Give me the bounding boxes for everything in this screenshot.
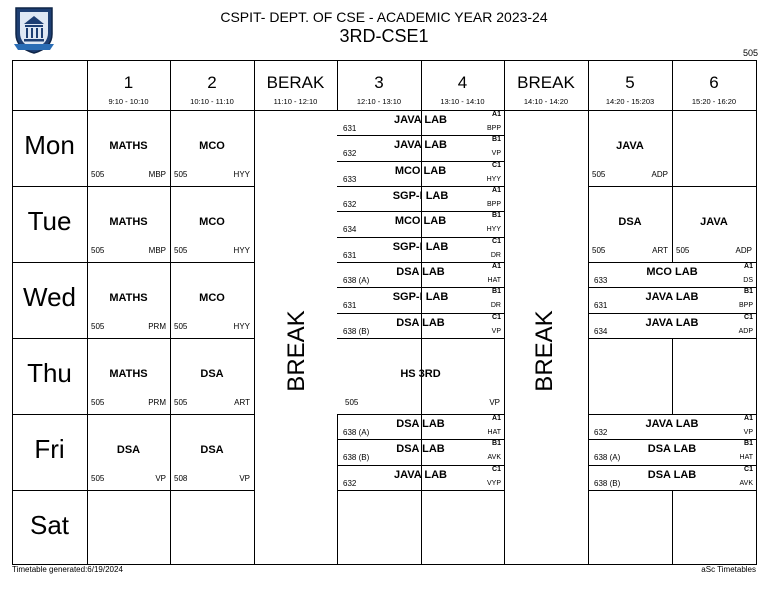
subject-name: DSA	[618, 216, 642, 228]
lab-room: 638 (B)	[343, 453, 370, 463]
lab-room: 632	[343, 149, 357, 159]
lab-group: B1	[492, 212, 501, 220]
lab-room: 632	[343, 478, 357, 488]
period-time: 11:10 - 12:10	[273, 97, 318, 106]
grid-line	[504, 110, 588, 111]
lab-group: B1	[492, 440, 501, 448]
lab-teacher: VP	[743, 429, 753, 436]
subject-name: MCO	[199, 140, 225, 152]
grid-line	[170, 414, 254, 415]
grid-line	[672, 490, 673, 564]
period-time: 14:10 - 14:20	[523, 97, 569, 106]
day-label: Mon	[24, 130, 75, 160]
subject-name: DSA	[200, 444, 224, 456]
grid-line	[12, 186, 87, 187]
day-label: Tue	[27, 206, 72, 236]
cell-teacher: PRM	[148, 322, 166, 331]
lab-room: 632	[594, 428, 608, 437]
lab-group: B1	[744, 440, 753, 448]
cell-room: 505	[174, 398, 188, 407]
period-label: BERAK	[266, 73, 325, 92]
lab-room: 634	[594, 326, 608, 336]
lab-group: B1	[744, 288, 753, 296]
grid-line	[588, 414, 672, 415]
lab-teacher: BPP	[738, 302, 753, 310]
grid-line	[87, 60, 88, 564]
period-time: 9:10 - 10:10	[108, 97, 149, 106]
cell-teacher: VP	[155, 474, 166, 483]
cell-room: 505	[91, 474, 105, 483]
lab-teacher: VYP	[486, 479, 501, 487]
cell-room: 505	[91, 398, 105, 407]
timetable-title: CSPIT- DEPT. OF CSE - ACADEMIC YEAR 2023-24	[220, 9, 548, 25]
lab-group: A1	[492, 111, 501, 118]
grid-line	[12, 564, 757, 565]
lab-group: C1	[492, 161, 501, 169]
lab-teacher: VP	[491, 327, 501, 335]
lab-room: 631	[343, 301, 357, 311]
lab-teacher: AVK	[487, 454, 501, 462]
cell-teacher: MBP	[148, 170, 166, 179]
break-label-2: BREAK	[531, 310, 558, 392]
lab-room: 633	[343, 174, 357, 184]
lab-teacher: ADP	[738, 327, 753, 335]
grid-line	[588, 186, 672, 187]
lab-group: C1	[492, 313, 501, 321]
lab-teacher: VP	[491, 150, 501, 158]
grid-line	[12, 414, 87, 415]
subject-name: DSA	[200, 368, 224, 380]
lab-room: 634	[343, 225, 357, 235]
grid-line	[87, 414, 170, 415]
grid-line	[672, 186, 756, 187]
subject-name: HS 3RD	[400, 368, 441, 380]
period-label: 4	[457, 73, 468, 92]
cell-teacher: HYY	[233, 322, 250, 331]
day-label: Thu	[27, 358, 72, 388]
grid-line	[170, 262, 254, 263]
lab-teacher: HAT	[739, 454, 753, 462]
lab-room: 631	[343, 124, 357, 133]
grid-line	[337, 414, 421, 415]
lab-group: C1	[492, 237, 501, 245]
period-time: 14:20 - 15:203	[605, 97, 655, 106]
cell-room: 505	[91, 246, 105, 255]
subject-name: MATHS	[109, 368, 148, 380]
lab-teacher: DR	[490, 302, 501, 310]
lab-name: SGP-I LAB	[392, 190, 449, 202]
cell-room: 505	[592, 170, 606, 179]
lab-room: 638 (B)	[594, 478, 621, 488]
home-room: 505	[742, 48, 758, 58]
grid-line	[337, 110, 421, 111]
cell-room: 505	[592, 246, 606, 255]
grid-line	[337, 186, 421, 187]
day-label: Fri	[34, 434, 65, 464]
grid-line	[337, 262, 421, 263]
lab-name: DSA LAB	[396, 316, 445, 329]
lab-name: MCO LAB	[394, 164, 447, 177]
grid-line	[170, 60, 171, 564]
period-label: BREAK	[517, 73, 575, 92]
period-time: 13:10 - 14:10	[440, 97, 485, 106]
period-label: 2	[207, 73, 217, 92]
cell-teacher: ART	[652, 246, 668, 255]
cell-room: 505	[174, 322, 188, 331]
lab-teacher: HAT	[487, 429, 501, 436]
lab-name: DSA LAB	[396, 443, 445, 456]
lab-group: B1	[492, 288, 501, 296]
period-time: 12:10 - 13:10	[356, 97, 402, 106]
grid-line	[12, 262, 87, 263]
cell-room: 505	[345, 398, 359, 407]
class-name: 3RD-CSE1	[339, 26, 429, 46]
lab-teacher: BPP	[486, 125, 501, 132]
lab-group: C1	[744, 313, 753, 321]
lab-room: 638 (B)	[343, 326, 370, 336]
cell-room: 505	[174, 246, 188, 255]
lab-teacher: DS	[743, 277, 753, 284]
lab-name: JAVA LAB	[645, 418, 699, 430]
lab-name: SGP-I LAB	[392, 291, 449, 304]
subject-name: MATHS	[109, 292, 148, 304]
grid-line	[170, 490, 254, 491]
lab-group: A1	[744, 263, 753, 270]
generated-date: Timetable generated:6/19/2024	[12, 565, 123, 574]
cell-teacher: VP	[239, 474, 250, 483]
lab-room: 631	[594, 301, 608, 311]
lab-room: 638 (A)	[594, 453, 621, 463]
lab-room: 631	[343, 250, 357, 260]
lab-name: DSA LAB	[647, 443, 697, 456]
cell-teacher: ADP	[735, 246, 752, 255]
grid-line	[421, 338, 504, 339]
period-time: 15:20 - 16:20	[691, 97, 737, 106]
lab-room: 633	[594, 276, 608, 285]
lab-name: JAVA LAB	[645, 291, 699, 304]
lab-name: DSA LAB	[396, 266, 445, 278]
lab-teacher: HAT	[487, 277, 501, 284]
cell-room: 505	[91, 322, 105, 331]
cell-room: 508	[174, 474, 188, 483]
lab-group: A1	[492, 263, 501, 270]
lab-group: B1	[492, 136, 501, 144]
grid-line	[87, 262, 170, 263]
grid-line	[12, 110, 87, 111]
cell-teacher: PRM	[148, 398, 166, 407]
grid-line	[337, 338, 421, 339]
grid-line	[672, 490, 756, 491]
grid-line	[12, 338, 87, 339]
lab-name: SGP-I LAB	[392, 240, 449, 253]
grid-line	[170, 110, 254, 111]
lab-group: A1	[492, 415, 501, 422]
lab-group: C1	[492, 465, 501, 473]
day-label: Sat	[29, 510, 70, 540]
lab-teacher: HYY	[486, 226, 501, 234]
grid-line	[12, 60, 756, 61]
grid-line	[588, 262, 672, 263]
subject-name: DSA	[116, 444, 141, 456]
period-label: 3	[374, 73, 384, 92]
cell-teacher: HYY	[233, 246, 250, 255]
lab-name: JAVA LAB	[394, 114, 447, 126]
cell-teacher: HYY	[233, 170, 250, 179]
grid-line	[588, 338, 672, 339]
cell-teacher: MBP	[148, 246, 166, 255]
lab-room: 632	[343, 200, 357, 209]
lab-group: A1	[744, 415, 753, 422]
lab-name: MCO LAB	[646, 266, 698, 278]
break-label-1: BREAK	[283, 310, 310, 392]
grid-line	[588, 490, 672, 491]
day-label: Wed	[23, 282, 76, 312]
grid-line	[87, 338, 170, 339]
subject-name: MATHS	[109, 140, 148, 152]
subject-name: MCO	[199, 292, 225, 304]
grid-line	[12, 490, 87, 491]
grid-line	[87, 490, 170, 491]
subject-name: MATHS	[109, 216, 148, 228]
grid-line	[421, 490, 504, 491]
period-time: 10:10 - 11:10	[190, 97, 234, 106]
lab-teacher: HYY	[486, 175, 501, 183]
lab-teacher: DR	[490, 251, 501, 259]
grid-line	[254, 60, 255, 564]
lab-name: JAVA LAB	[394, 468, 447, 481]
lab-group: C1	[744, 465, 753, 473]
grid-line	[87, 110, 170, 111]
grid-line	[756, 60, 757, 564]
period-label: 6	[709, 73, 719, 92]
lab-name: DSA LAB	[647, 468, 697, 481]
cell-room: 505	[91, 170, 105, 179]
cell-teacher: ADP	[651, 170, 668, 179]
lab-name: MCO LAB	[394, 215, 447, 228]
grid-line	[672, 110, 756, 111]
lab-room: 638 (A)	[343, 276, 370, 285]
lab-name: JAVA LAB	[394, 139, 447, 152]
grid-line	[170, 338, 254, 339]
lab-room: 638 (A)	[343, 428, 370, 437]
period-label: 5	[625, 73, 635, 92]
period-label: 1	[123, 73, 134, 92]
lab-teacher: AVK	[739, 479, 753, 487]
cell-teacher: VP	[489, 398, 500, 407]
lab-name: DSA LAB	[396, 418, 445, 430]
cell-room: 505	[676, 246, 690, 255]
grid-line	[337, 490, 421, 491]
generator-credit: aSc Timetables	[701, 565, 756, 574]
grid-line	[672, 338, 673, 414]
subject-name: MCO	[199, 216, 225, 228]
lab-name: JAVA LAB	[645, 316, 699, 329]
grid-line	[254, 110, 337, 111]
grid-line	[87, 186, 170, 187]
cell-teacher: ART	[234, 398, 250, 407]
subject-name: JAVA	[700, 216, 728, 228]
grid-line	[170, 186, 254, 187]
lab-group: A1	[492, 187, 501, 194]
cell-room: 505	[174, 170, 188, 179]
grid-line	[672, 338, 756, 339]
grid-line	[504, 60, 505, 564]
grid-line	[588, 110, 672, 111]
grid-line	[337, 414, 338, 564]
subject-name: JAVA	[616, 140, 644, 152]
lab-teacher: BPP	[486, 201, 501, 208]
